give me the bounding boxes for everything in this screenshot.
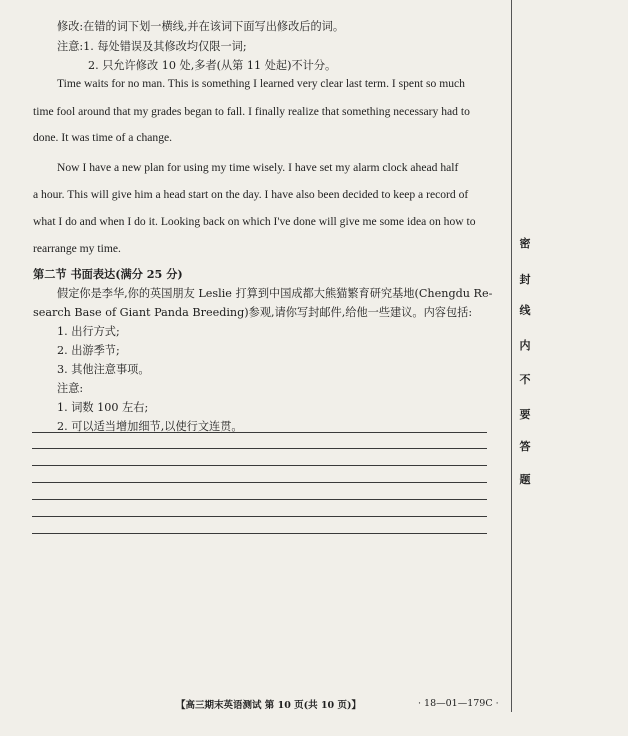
- instruction-line-3: 2. 只允许修改 10 处,多者(从第 11 处起)不计分。: [88, 59, 337, 72]
- seal-char: 封: [519, 273, 531, 286]
- passage-line-2: time fool around that my grades began to fall. I finally realize that something necessary had to: [33, 105, 470, 118]
- passage-line-4: Now I have a new plan for using my time wisely. I have set my alarm clock ahead half: [57, 161, 459, 174]
- prompt-line-1: 假定你是李华,你的英国朋友 Leslie 打算到中国成都大熊猫繁育研究基地(Chengdu Re-: [57, 287, 493, 300]
- passage-line-1: Time waits for no man. This is something I learned very clear last term. I spent so much: [57, 77, 465, 90]
- note-1: 1. 词数 100 左右;: [57, 401, 149, 414]
- seal-char: 不: [519, 373, 531, 386]
- passage-line-3: done. It was time of a change.: [33, 131, 173, 144]
- content-item-3: 3. 其他注意事项。: [57, 363, 150, 376]
- content-item-1: 1. 出行方式;: [57, 325, 120, 338]
- prompt-line-2: search Base of Giant Panda Breeding)参观,请你写封邮件,给他一些建议。内容包括:: [33, 306, 473, 319]
- answer-line: [32, 465, 487, 466]
- passage-line-5: a hour. This will give him a head start on the day. I have also been decided to keep a record of: [33, 188, 469, 201]
- seal-char: 线: [519, 304, 531, 317]
- note-2: 2. 可以适当增加细节,以使行文连贯。: [57, 420, 243, 433]
- answer-line: [32, 432, 487, 433]
- instruction-line-2: 注意:1. 每处错误及其修改均仅限一词;: [57, 40, 247, 53]
- passage-line-6: what I do and when I do it. Looking back on which I've done will give me some idea on how to: [33, 215, 476, 228]
- answer-line: [32, 499, 487, 500]
- footer-code: · 18—01—179C ·: [418, 698, 499, 709]
- answer-line: [32, 516, 487, 517]
- seal-char: 答: [519, 440, 531, 453]
- answer-line: [32, 482, 487, 483]
- footer-page-title: 【高三期末英语测试 第 10 页(共 10 页)】: [176, 700, 361, 711]
- section2-heading: 第二节 书面表达(满分 25 分): [33, 267, 183, 281]
- seal-char: 内: [519, 339, 531, 352]
- seal-char: 要: [519, 408, 531, 421]
- answer-line: [32, 448, 487, 449]
- content-item-2: 2. 出游季节;: [57, 344, 120, 357]
- seal-line: [511, 0, 512, 712]
- passage-line-7: rearrange my time.: [33, 242, 121, 255]
- note-label: 注意:: [57, 382, 84, 395]
- seal-char: 题: [519, 473, 531, 486]
- answer-line: [32, 533, 487, 534]
- instruction-line-1: 修改:在错的词下划一横线,并在该词下面写出修改后的词。: [57, 20, 345, 33]
- seal-char: 密: [519, 237, 531, 250]
